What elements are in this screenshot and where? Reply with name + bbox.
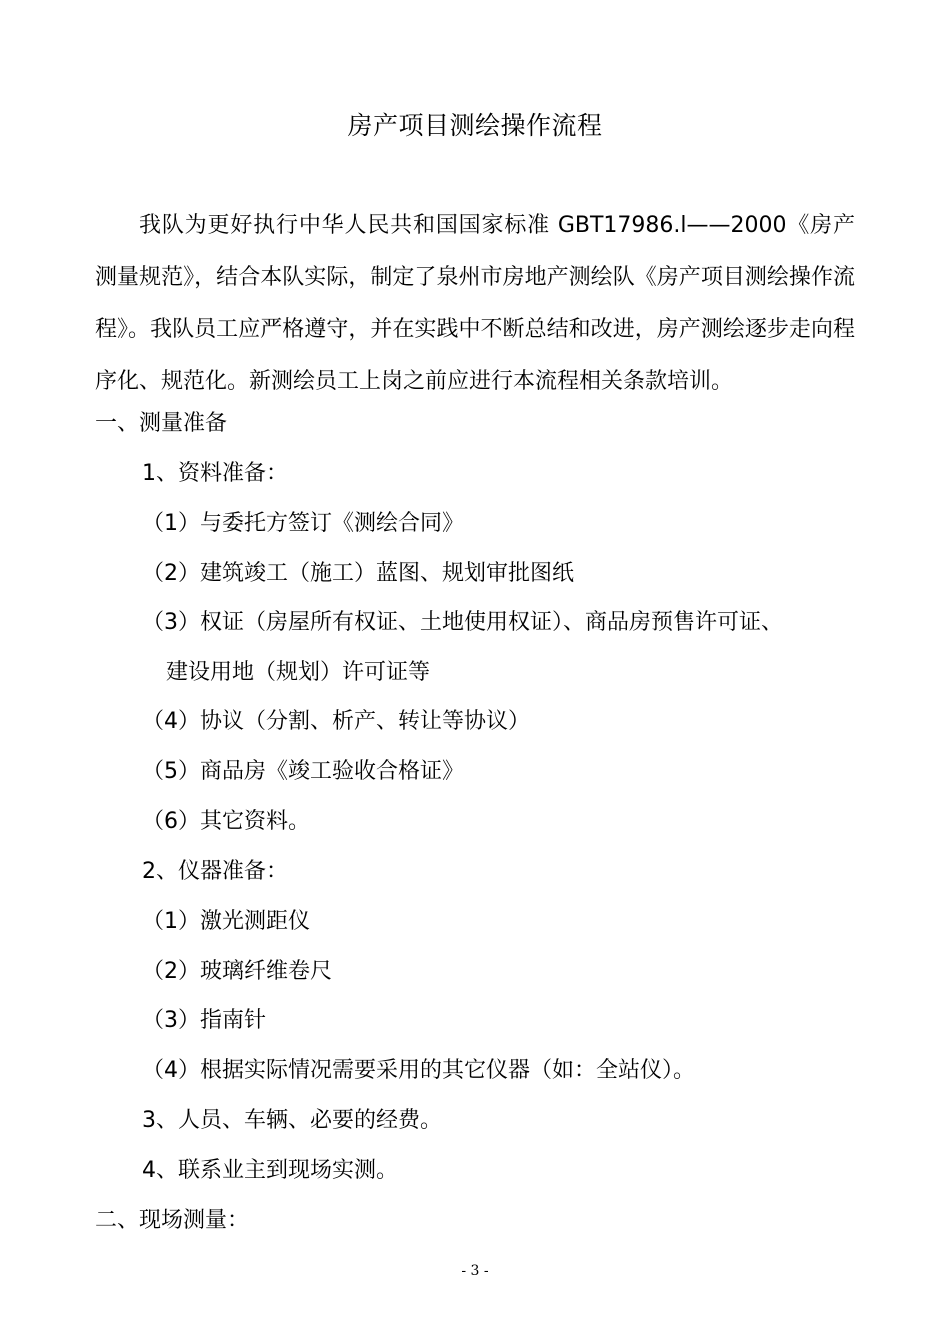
list-item: （3）权证（房屋所有权证、土地使用权证）、商品房预售许可证、 [142, 610, 783, 635]
list-item: （4）协议（分割、析产、转让等协议） [142, 709, 530, 734]
list-item: （2）玻璃纤维卷尺 [142, 959, 332, 984]
list-item: （1）与委托方签订《测绘合同》 [142, 511, 464, 536]
list-item: （1）激光测距仪 [142, 909, 310, 934]
subsection-heading-materials: 1、资料准备： [142, 461, 288, 486]
subsection-heading-contact: 4、联系业主到现场实测。 [142, 1158, 398, 1183]
list-item: （6）其它资料。 [142, 809, 310, 834]
subsection-heading-personnel: 3、人员、车辆、必要的经费。 [142, 1108, 442, 1133]
list-item: （2）建筑竣工（施工）蓝图、规划审批图纸 [142, 561, 574, 586]
list-item-continuation: 建设用地（规划）许可证等 [166, 660, 431, 685]
list-item: （3）指南针 [142, 1008, 266, 1033]
section-heading-field-survey: 二、现场测量： [95, 1208, 250, 1233]
page-number: - 3 - [461, 1263, 489, 1279]
subsection-heading-instruments: 2、仪器准备： [142, 859, 288, 884]
list-item: （5）商品房《竣工验收合格证》 [142, 759, 464, 784]
section-heading-preparation: 一、测量准备 [95, 411, 228, 436]
list-item: （4）根据实际情况需要采用的其它仪器（如：全站仪）。 [142, 1058, 695, 1083]
intro-paragraph: 我队为更好执行中华人民共和国国家标准 GBT17986.l——2000《房产测量规范》，结合本队实际，制定了泉州市房地产测绘队《房产项目测绘操作流程》。我队员工应严格遵守，并在实践中不断总结和改进，房产测绘逐步走向程序化、规范化。新测绘员工上岗之前应进行本流程相关条款培训。 [95, 213, 855, 394]
document-title: 房产项目测绘操作流程 [347, 111, 603, 140]
